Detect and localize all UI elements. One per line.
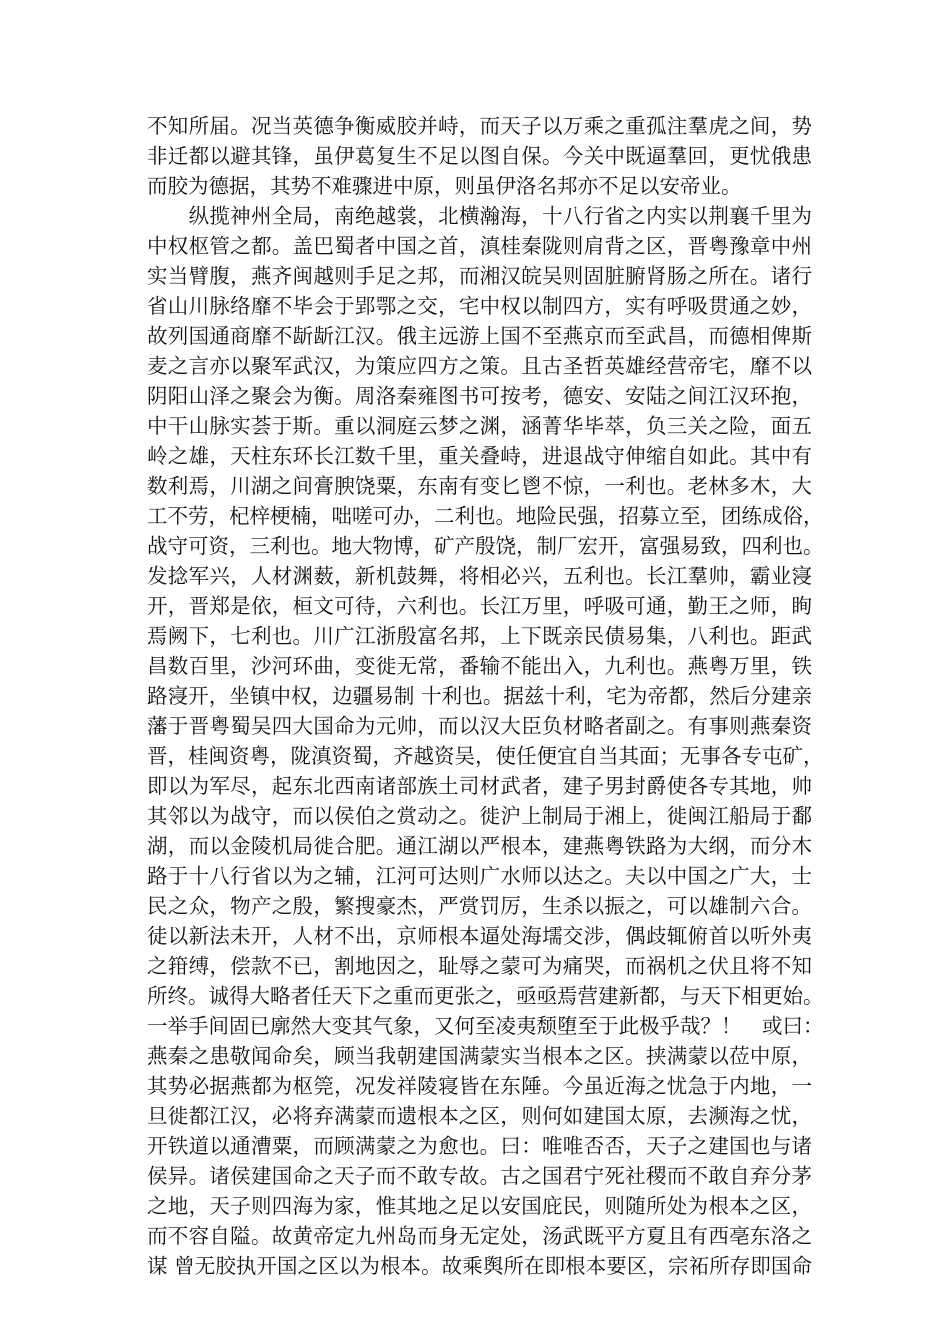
text-line: 而不容自隘。故黄帝定九州岛而身无定处，汤武既平方夏且有西亳东洛之	[147, 1224, 812, 1248]
text-line: 岭之雄，天柱东环长江数千里，重关叠峙，进退战守伸缩自如此。其中有	[147, 444, 812, 468]
paragraph-start-line: 纵揽神州全局，南绝越裳，北横瀚海，十八行省之内实以荆襄千里为	[147, 204, 812, 228]
body-text	[147, 111, 824, 1281]
text-line: 阴阳山泽之聚会为衡。周洛秦雍图书可按考，德安、安陆之间江汉环抱，	[147, 384, 812, 408]
text-line: 麦之言亦以聚军武汉，为策应四方之策。且古圣哲英雄经营帝宅，靡不以	[147, 354, 812, 378]
text-line: 中权枢管之都。盖巴蜀者中国之首，滇桂秦陇则肩背之区，晋粤豫章中州	[147, 234, 812, 258]
text-line: 之地，天子则四海为家，惟其地之足以安国庇民，则随所处为根本之区，	[147, 1194, 812, 1218]
text-line: 发捻军兴，人材渊薮，新机鼓舞，将相必兴，五利也。长江羣帅，霸业寖	[147, 564, 812, 588]
text-line: 旦徙都江汉，必将弃满蒙而遗根本之区，则何如建国太原，去濒海之忧，	[147, 1104, 812, 1128]
text-line: 其势必据燕都为枢筦，况发祥陵寝皆在东陲。今虽近海之忧急于内地，一	[147, 1074, 812, 1098]
text-line: 湖，而以金陵机局徙合肥。通江湖以严根本，建燕粤铁路为大纲，而分木	[147, 834, 812, 858]
text-line: 不知所届。况当英德争衡威胶并峙，而天子以万乘之重孤注羣虎之间，势	[147, 114, 812, 138]
text-line: 故列国通商靡不龂龂江汉。俄主远游上国不至燕京而至武昌，而德相俾斯	[147, 324, 812, 348]
text-line: 民之众，物产之殷，繁搜豪杰，严赏罚厉，生杀以振之，可以雄制六合。	[147, 894, 812, 918]
text-line: 实当臂腹，燕齐闽越则手足之邦，而湘汉皖吴则固脏腑肾肠之所在。诸行	[147, 264, 812, 288]
text-line: 即以为军尽，起东北西南诸部族土司材武者，建子男封爵使各专其地，帅	[147, 774, 812, 798]
text-line: 徒以新法未开，人材不出，京师根本逼处海壖交涉，偶歧辄俯首以听外夷	[147, 924, 812, 948]
text-line: 工不劳，杞梓梗楠，咄嗟可办，二利也。地险民强，招募立至，团练成俗，	[147, 504, 824, 528]
text-line: 战守可资，三利也。地大物博，矿产殷饶，制厂宏开，富强易致，四利也。	[147, 534, 824, 558]
text-line: 中干山脉实荟于斯。重以洞庭云梦之渊，涵菁华毕萃，负三关之险，面五	[147, 414, 812, 438]
text-line: 开，晋郑是依，桓文可待，六利也。长江万里，呼吸可通，勤王之师，眴	[147, 594, 812, 618]
text-line: 而胶为德据，其势不难骤进中原，则虽伊洛名邦亦不足以安帝业。	[147, 174, 742, 198]
text-line: 一举手间固已廓然大变其气象，又何至凌夷颓堕至于此极乎哉？！ 或曰：	[147, 1014, 824, 1038]
text-line: 数利焉，川湖之间膏腴饶粟，东南有变匕鬯不惊，一利也。老林多木，大	[147, 474, 812, 498]
text-line: 其邻以为战守，而以侯伯之赏动之。徙沪上制局于湘上，徙闽江船局于鄱	[147, 804, 812, 828]
text-line: 晋，桂闽资粤，陇滇资蜀，齐越资吴，使任便宜自当其面；无事各专屯矿，	[147, 744, 824, 768]
text-line: 所终。诚得大略者任天下之重而更张之，亟亟焉营建新都，与天下相更始。	[147, 984, 824, 1008]
text-line: 藩于晋粤蜀吴四大国命为元帅，而以汉大臣负材略者副之。有事则燕秦资	[147, 714, 812, 738]
text-line: 侯异。诸侯建国命之天子而不敢专故。古之国君宁死社稷而不敢自弃分茅	[147, 1164, 812, 1188]
text-line: 开铁道以通漕粟，而顾满蒙之为愈也。曰：唯唯否否，天子之建国也与诸	[147, 1134, 812, 1158]
text-line: 焉阙下，七利也。川广江浙殷富名邦，上下既亲民债易集，八利也。距武	[147, 624, 812, 648]
text-line: 燕秦之患敬闻命矣，顾当我朝建国满蒙实当根本之区。挟满蒙以莅中原，	[147, 1044, 812, 1068]
text-line: 路于十八行省以为之辅，江河可达则广水师以达之。夫以中国之广大，士	[147, 864, 812, 888]
text-line: 省山川脉络靡不毕会于郢鄂之交，宅中权以制四方，实有呼吸贯通之妙，	[147, 294, 812, 318]
text-line: 路寖开，坐镇中权，边疆易制 十利也。据兹十利，宅为帝都，然后分建亲	[147, 684, 812, 708]
text-line: 谋 曾无胶执开国之区以为根本。故乘舆所在即根本要区，宗祏所存即国命	[147, 1254, 812, 1278]
text-line: 非迁都以避其锋，虽伊葛复生不足以图自保。今关中既逼羣回，更忧俄患	[147, 144, 812, 168]
text-line: 之箝缚，偿款不已，割地因之，耻辱之蒙可为痛哭，而祸机之伏且将不知	[147, 954, 812, 978]
text-line: 昌数百里，沙河环曲，变徙无常，番输不能出入，九利也。燕粤万里，铁	[147, 654, 812, 678]
